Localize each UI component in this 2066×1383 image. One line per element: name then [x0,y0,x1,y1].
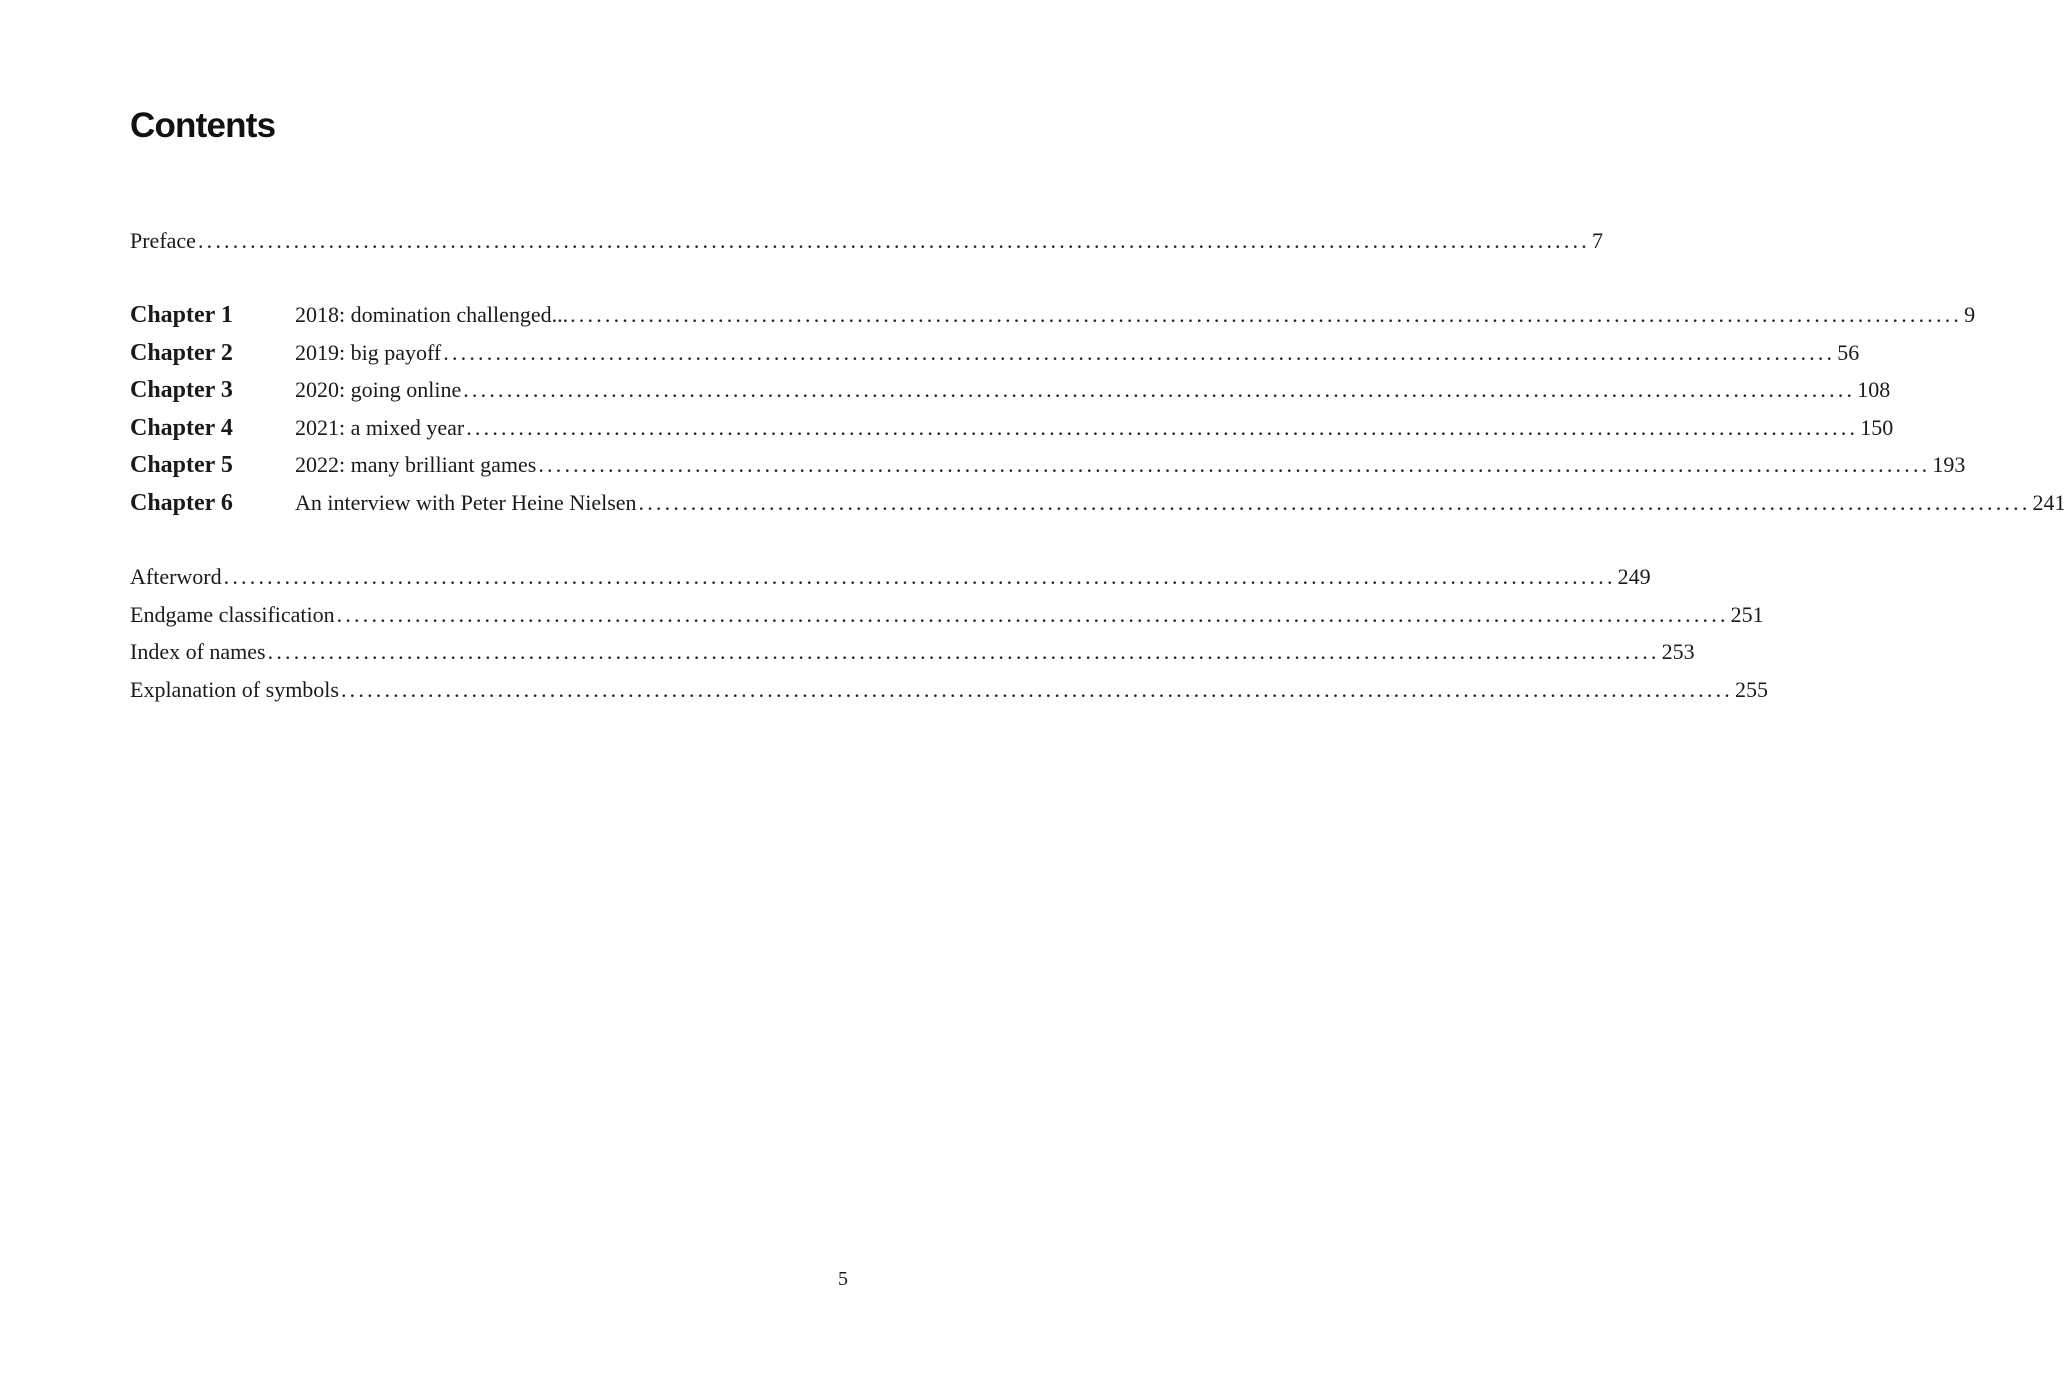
toc-entry-title: 2018: domination challenged... [295,302,569,327]
chapter-label: Chapter 3 [130,377,233,403]
toc-entry-chapter-4[interactable] [130,414,1894,453]
chapter-label: Chapter 2 [130,339,233,366]
toc-entry-title: 2021: a mixed year [295,414,465,440]
dot-leader: ................................................................................................................................................................ [443,339,1836,365]
toc-page-number: 253 [1661,639,1695,664]
dot-leader: ................................................................................................................................................................ [638,489,2031,515]
toc-entry-chapter-5[interactable] [130,452,1966,490]
dot-leader: ................................................................................................................................................................ [463,377,1856,402]
toc-page-number: 150 [1860,414,1894,440]
toc-page-number: 249 [1617,564,1651,589]
toc-entry-title: Endgame classification [130,601,335,627]
toc-page-number: 108 [1857,377,1891,402]
toc-entry-preface[interactable] [130,228,1603,266]
toc-entry-explanation-of-symbols[interactable] [130,676,1768,715]
dot-leader: ................................................................................................................................................................ [466,414,1859,440]
toc-entry-chapter-3[interactable] [130,377,1891,415]
toc-entry-title: Index of names [130,639,266,664]
toc-entry-title: An interview with Peter Heine Nielsen [295,489,637,515]
toc-entry-afterword[interactable] [130,564,1651,602]
dot-leader: ................................................................................................................................................................ [336,601,1729,627]
page-number-footer: 5 [838,1268,848,1290]
toc-entry-title: 2019: big payoff [295,339,442,365]
toc-page-number: 56 [1837,339,1860,365]
dot-leader: ................................................................................................................................................................ [267,639,1660,664]
toc-page-number: 251 [1730,601,1764,627]
toc-entry-endgame-classification[interactable] [130,601,1764,640]
toc-back-matter [130,564,1768,714]
dot-leader: ................................................................................................................................................................ [197,228,1590,253]
toc-entry-title: Preface [130,228,196,253]
toc-page-number: 7 [1591,228,1603,253]
toc-page-number: 255 [1734,676,1768,702]
toc-page-number: 241 [2032,489,2066,515]
toc-page-number: 9 [1964,302,1976,327]
page-title: Contents [130,106,276,145]
toc-entry-chapter-2[interactable] [130,339,1860,378]
toc-front-matter [130,228,1603,266]
dot-leader: ................................................................................................................................................................ [570,302,1963,327]
chapter-label: Chapter 4 [130,414,233,441]
chapter-label: Chapter 1 [130,302,233,328]
dot-leader: ................................................................................................................................................................ [538,452,1931,477]
toc-entry-title: 2022: many brilliant games [295,452,537,477]
dot-leader: ................................................................................................................................................................ [340,676,1733,702]
toc-entry-title: Afterword [130,564,222,589]
toc-entry-chapter-6[interactable] [130,489,2066,528]
toc-entry-chapter-1[interactable] [130,302,1976,340]
toc-page-number: 193 [1932,452,1966,477]
toc-entry-title: Explanation of symbols [130,676,339,702]
dot-leader: ................................................................................................................................................................ [223,564,1616,589]
toc-entry-index-of-names[interactable] [130,639,1695,677]
chapter-label: Chapter 6 [130,489,233,516]
chapter-label: Chapter 5 [130,452,233,478]
toc-entry-title: 2020: going online [295,377,462,402]
toc-chapters [130,302,2066,527]
